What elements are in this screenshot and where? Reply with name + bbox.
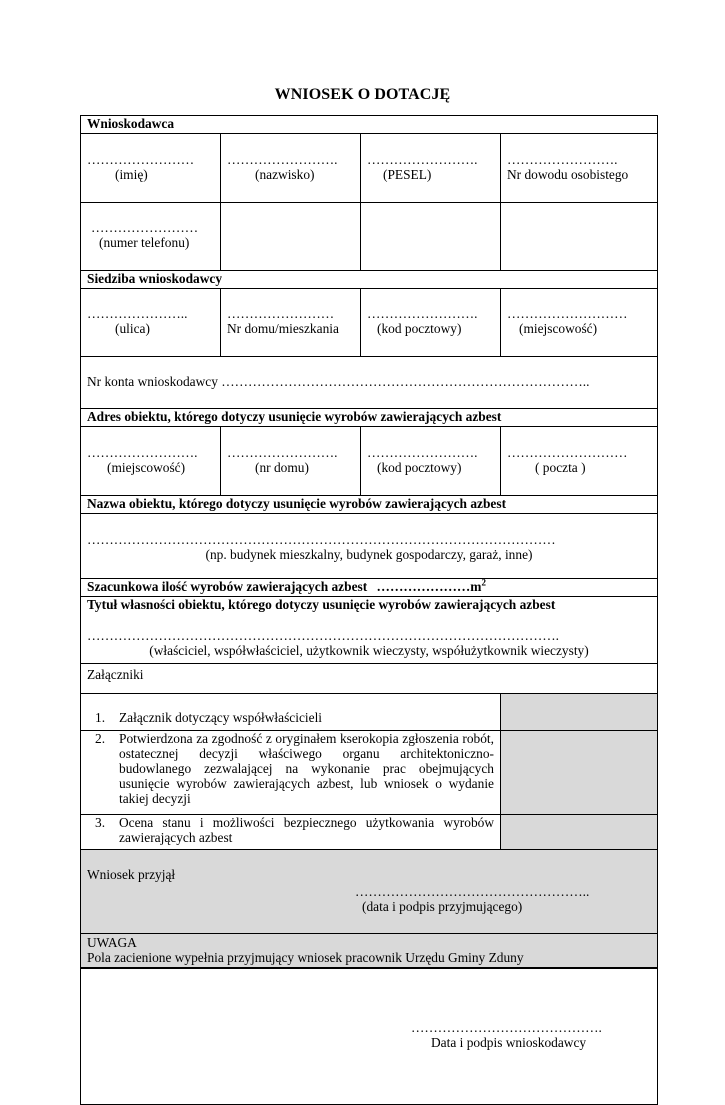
attachment-number: 2.	[95, 731, 106, 746]
account-row	[81, 357, 658, 409]
phone-field[interactable]	[81, 203, 221, 271]
object-post-office-label: ( poczta )	[535, 460, 586, 475]
attachment-item	[81, 694, 501, 731]
first-name-field[interactable]	[81, 134, 221, 203]
received-dots: ……………………………………………..	[355, 884, 590, 899]
attachment-row-3	[81, 815, 658, 850]
first-name-dots: ……………………	[87, 152, 195, 167]
street-dots: …………………..	[87, 306, 188, 321]
object-address-header: Adres obiektu, którego dotyczy usunięcie wyrobów zawierających azbest	[81, 409, 658, 427]
applicant-header: Wnioskodawca	[81, 116, 658, 134]
quantity-dots: …………………m	[376, 579, 482, 594]
page-title: WNIOSEK O DOTACJĘ	[274, 86, 451, 103]
attachment-number: 3.	[95, 815, 106, 830]
attachment-item	[81, 731, 501, 815]
quantity-unit-superscript: 2	[481, 577, 486, 588]
object-house-number-field[interactable]	[221, 427, 361, 496]
phone-label: (numer telefonu)	[99, 235, 190, 250]
object-postal-code-field[interactable]	[361, 427, 501, 496]
empty-cell	[361, 203, 501, 271]
phone-dots: ……………………	[91, 220, 199, 235]
last-name-field[interactable]	[221, 134, 361, 203]
note-box	[81, 934, 658, 969]
object-city-label: (miejscowość)	[107, 460, 186, 475]
object-address-header-row	[81, 409, 658, 427]
object-post-office-field[interactable]	[501, 427, 658, 496]
attachment-row-1	[81, 694, 658, 731]
note-text: Pola zacienione wypełnia przyjmujący wniosek pracownik Urzędu Gminy Zduny	[87, 950, 524, 965]
seat-row	[81, 289, 658, 357]
house-number-label: Nr domu/mieszkania	[227, 321, 339, 336]
city-dots: ………………………	[507, 306, 628, 321]
seat-header-row	[81, 271, 658, 289]
applicant-row	[81, 134, 658, 203]
object-postal-code-dots: …………………….	[367, 445, 478, 460]
bank-account-text: Nr konta wnioskodawcy ………………………………………………………………………..	[87, 374, 590, 389]
note-row	[81, 934, 658, 969]
ownership-header: Tytuł własności obiektu, którego dotyczy usunięcie wyrobów zawierających azbest	[87, 597, 556, 612]
attachments-header-row	[81, 664, 658, 694]
object-name-header-row	[81, 496, 658, 514]
empty-cell	[221, 203, 361, 271]
house-number-field[interactable]	[221, 289, 361, 357]
attachments-header: Załączniki	[81, 664, 658, 694]
attachment-text: Potwierdzona za zgodność z oryginałem kserokopia zgłoszenia robót, ostatecznej decyzji właściwego organu architektoniczno-budowlanego zezwalającej na wykonanie prac obejmujących usunięcie wyrobów zawierających azbest, lub wniosek o wydanie takiej decyzji	[119, 731, 494, 806]
object-post-office-dots: ………………………	[507, 445, 628, 460]
object-house-number-label: (nr domu)	[255, 460, 309, 475]
id-card-label: Nr dowodu osobistego	[507, 167, 629, 182]
object-postal-code-label: (kod pocztowy)	[377, 460, 462, 475]
attachment-checkbox-1[interactable]	[501, 694, 658, 731]
received-label: Wniosek przyjął	[87, 867, 176, 882]
attachment-text: Załącznik dotyczący współwłaścicieli	[119, 710, 323, 725]
street-field[interactable]	[81, 289, 221, 357]
phone-row	[81, 203, 658, 271]
empty-cell	[501, 203, 658, 271]
last-name-label: (nazwisko)	[255, 167, 315, 182]
attachment-checkbox-2[interactable]	[501, 731, 658, 815]
object-name-field[interactable]	[81, 514, 658, 579]
signature-label: Data i podpis wnioskodawcy	[431, 1035, 587, 1050]
postal-code-label: (kod pocztowy)	[377, 321, 462, 336]
last-name-dots: …………………….	[227, 152, 338, 167]
quantity-field[interactable]	[81, 579, 658, 597]
quantity-label: Szacunkowa ilość wyrobów zawierających azbest	[87, 579, 368, 594]
object-city-dots: …………………….	[87, 445, 198, 460]
signature-row	[81, 968, 658, 1105]
house-number-dots: ……………………	[227, 306, 335, 321]
object-name-header: Nazwa obiektu, którego dotyczy usunięcie wyrobów zawierających azbest	[81, 496, 658, 514]
postal-code-dots: …………………….	[367, 306, 478, 321]
application-form	[80, 115, 657, 1105]
form-table	[80, 115, 658, 1105]
note-title: UWAGA	[87, 935, 137, 950]
bank-account-field[interactable]	[81, 357, 658, 409]
object-name-hint: (np. budynek mieszkalny, budynek gospodarczy, garaż, inne)	[205, 547, 533, 562]
street-label: (ulica)	[115, 321, 150, 336]
ownership-dots: …………………………………………………………………………………………….	[87, 628, 560, 643]
city-label: (miejscowość)	[519, 321, 598, 336]
id-card-field[interactable]	[501, 134, 658, 203]
ownership-row	[81, 597, 658, 664]
applicant-header-row	[81, 116, 658, 134]
object-address-row	[81, 427, 658, 496]
ownership-hint: (właściciel, współwłaściciel, użytkownik wieczysty, współużytkownik wieczysty)	[149, 643, 589, 658]
pesel-label: (PESEL)	[383, 167, 432, 182]
object-city-field[interactable]	[81, 427, 221, 496]
attachment-number: 1.	[95, 710, 106, 725]
received-hint: (data i podpis przyjmującego)	[362, 899, 523, 914]
seat-header: Siedziba wnioskodawcy	[81, 271, 658, 289]
attachment-row-2	[81, 731, 658, 815]
first-name-label: (imię)	[115, 167, 148, 182]
received-row	[81, 850, 658, 934]
received-field[interactable]	[81, 850, 658, 934]
quantity-row	[81, 579, 658, 597]
object-house-number-dots: …………………….	[227, 445, 338, 460]
id-card-dots: …………………….	[507, 152, 618, 167]
attachment-text: Ocena stanu i możliwości bezpiecznego użytkowania wyrobów zawierających azbest	[119, 815, 494, 845]
signature-dots: …………………………………….	[411, 1020, 602, 1035]
object-name-dots: ……………………………………………………………………………………………	[87, 532, 556, 547]
pesel-dots: …………………….	[367, 152, 478, 167]
postal-code-field[interactable]	[361, 289, 501, 357]
signature-field[interactable]	[81, 968, 658, 1105]
ownership-field[interactable]	[81, 597, 658, 664]
city-field[interactable]	[501, 289, 658, 357]
pesel-field[interactable]	[361, 134, 501, 203]
attachment-item	[81, 815, 501, 850]
attachment-checkbox-3[interactable]	[501, 815, 658, 850]
object-name-row	[81, 514, 658, 579]
